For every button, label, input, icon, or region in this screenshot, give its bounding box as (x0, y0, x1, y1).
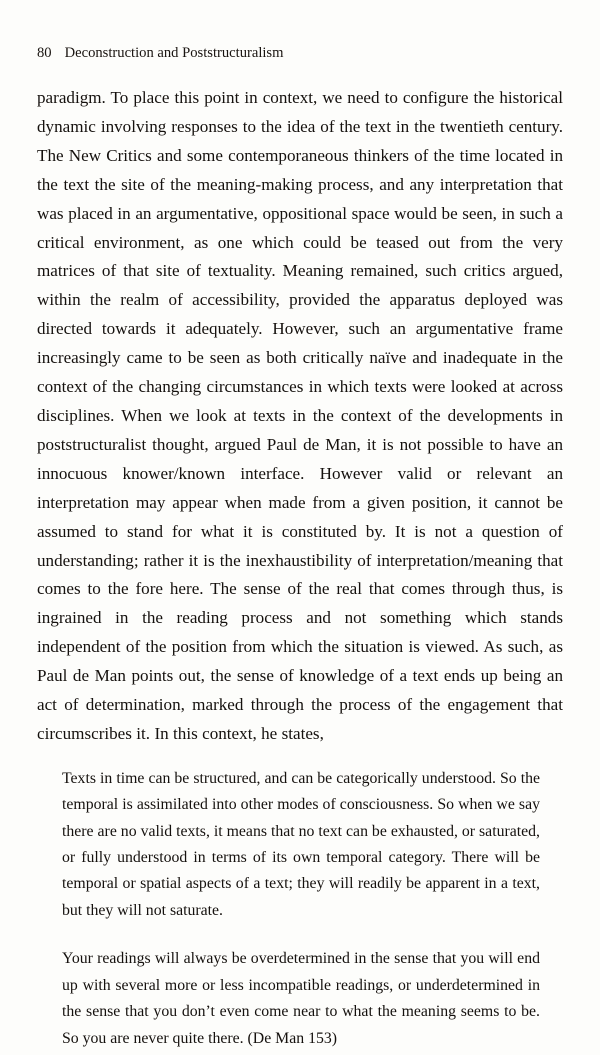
page-number: 80 (37, 45, 52, 61)
running-head-title: Deconstruction and Poststructuralism (64, 45, 284, 61)
running-head (37, 44, 563, 62)
block-quotation (62, 766, 540, 1052)
body-paragraph: paradigm. To place this point in context, we need to configure the historical dynamic involving responses to the idea of the text in the twentieth century. The New Critics and some contemporaneous thinkers of the time located in the text the site of the meaning-making process, and any interpretation that was placed in an argumentative, oppositional space would be seen, in such a critical environment, as one which could be teased out from the very matrices of that site of textuality. Meaning remained, such critics argued, within the realm of accessibility, provided the apparatus deployed was directed towards it adequately. However, such an argumentative frame increasingly came to be seen as both critically naïve and inadequate in the context of the changing circumstances in which texts were looked at across disciplines. When we look at texts in the context of the developments in poststructuralist thought, argued Paul de Man, it is not possible to have an innocuous knower/known interface. However valid or relevant an interpretation may appear when made from a given position, it cannot be assumed to stand for what it is constituted by. It is not a question of understanding; rather it is the inexhaustibility of interpretation/meaning that comes to the fore here. The sense of the real that comes through thus, is ingrained in the reading process and not something which stands independent of the position from which the situation is viewed. As such, as Paul de Man points out, the sense of knowledge of a text ends up being an act of determination, marked through the process of the engagement that circumscribes it. In this context, he states, (37, 88, 563, 743)
quotation-paragraph-1: Texts in time can be structured, and can be categorically understood. So the temporal is assimilated into other modes of consciousness. So when we say there are no valid texts, it means that no text can be exhausted, or saturated, or fully understood in terms of its own temporal category. There will be temporal or spatial aspects of a text; they will readily be apparent in a text, but they will not saturate. (62, 769, 540, 919)
body-text-block (37, 84, 563, 1052)
quotation-paragraph-2: Your readings will always be overdetermined in the sense that you will end up with several more or less incompatible readings, or underdetermined in the sense that you don’t even come near to what the meaning seems to be. So you are never quite there. (De Man 153) (62, 950, 540, 1047)
